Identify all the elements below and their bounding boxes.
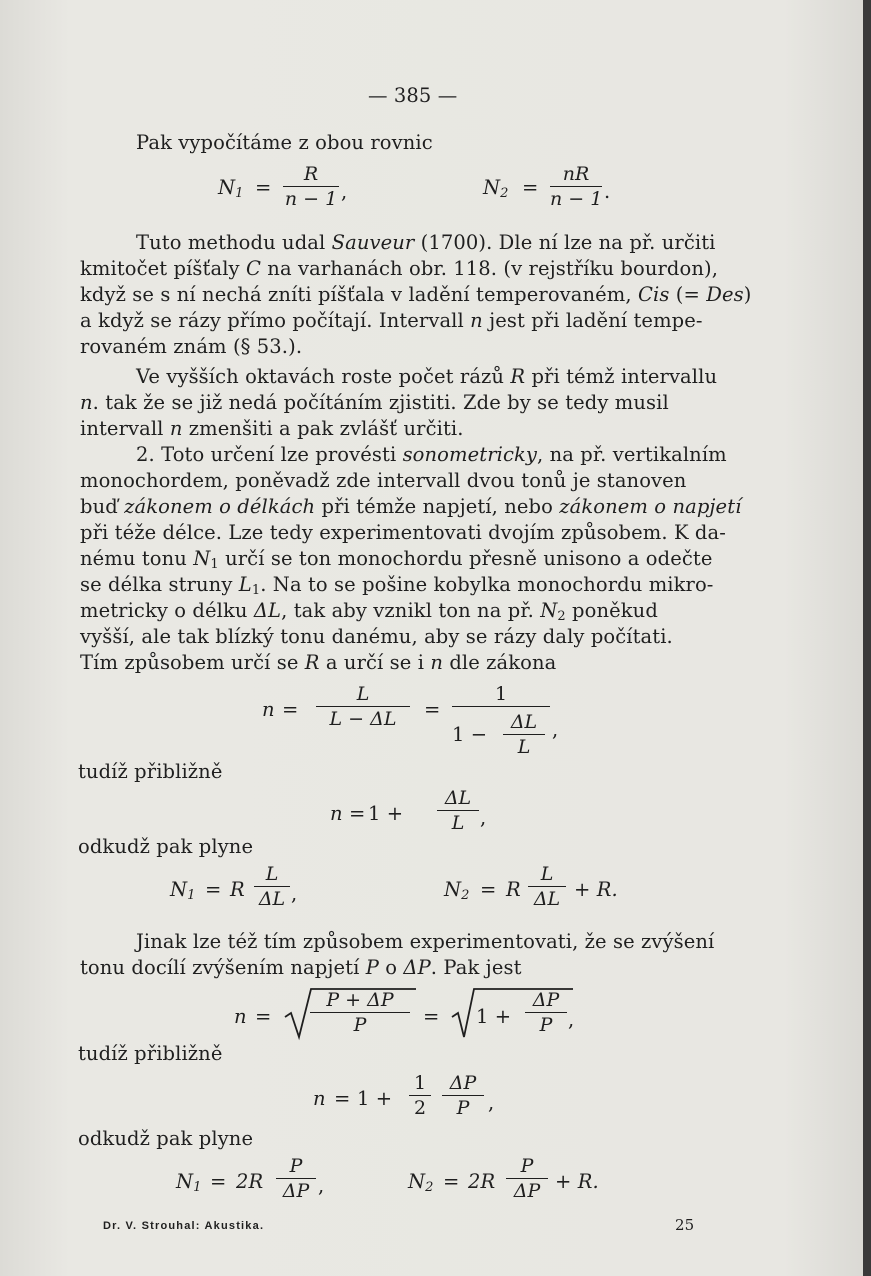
equals-sign: = (423, 1005, 440, 1028)
equation-symbol: $N_1$ (170, 878, 196, 903)
fraction-dp-over-p: ΔP P (525, 989, 567, 1036)
text-line: metricky o délku ΔL, tak aby vznikl ton na př. $N_2$ poněkud (80, 599, 658, 624)
text-line: když se s ní nechá zníti píšťala v ladění temperovaném, Cis (= Des) (80, 283, 752, 306)
comma: , (291, 882, 298, 905)
text-line: buď zákonem o délkách při témže napjetí, nebo zákonem o napjetí (80, 495, 742, 518)
fraction-nr-over-n-minus-1: nR n − 1 (550, 163, 603, 210)
text-line: 2. Toto určení lze provésti sonometricky, na př. vertikalním (136, 443, 727, 466)
text-line: Tuto methodu udal Sauveur (1700). Dle ní lze na př. určiti (136, 231, 716, 254)
equals-sign: = (480, 878, 497, 901)
equation-symbol: $N_1$ (176, 1170, 202, 1195)
text-line: tudíž přibližně (78, 760, 223, 783)
fraction-one-over-one-minus: 1 (452, 683, 550, 730)
comma: , (341, 180, 348, 203)
text-line: Tím způsobem určí se R a určí se i n dle zákona (80, 651, 557, 674)
fraction-dl-over-l: ΔL L (437, 787, 479, 834)
fraction-l-over-l-minus-dl: L L − ΔL (316, 683, 410, 730)
page-edge (863, 0, 871, 1276)
equals-sign: = (522, 176, 539, 199)
text-line: odkudž pak plyne (78, 835, 254, 858)
comma: , (568, 1008, 575, 1031)
equals-sign: = (205, 878, 222, 901)
text-line: rovaném znám (§ 53.). (80, 335, 303, 358)
fraction-dl-over-l: ΔL L (503, 711, 545, 758)
fraction-p-over-dp: P ΔP (506, 1155, 548, 1202)
equation-symbol: $N_2$ (483, 176, 509, 201)
text-line: intervall n zmenšiti a pak zvlášť určiti. (80, 417, 464, 440)
equation-symbol: $N_2$ (444, 878, 470, 903)
one-plus: 1 + (476, 1005, 512, 1028)
equals-sign: = (349, 802, 366, 825)
footer-author: Dr. V. Strouhal: Akustika. (103, 1220, 265, 1232)
equation-symbol: R (230, 878, 245, 901)
text-line: se délka struny $L_1$. Na to se pošine kobylka monochordu mikro- (80, 573, 714, 598)
fraction-l-over-dl: L ΔL (254, 863, 290, 910)
fraction-p-plus-dp-over-p: P + ΔP P (310, 989, 410, 1036)
plus-r: + R. (574, 878, 618, 901)
comma: , (318, 1174, 325, 1197)
equals-sign: = (282, 698, 299, 721)
comma: , (480, 806, 487, 829)
page-number: — 385 — (368, 84, 458, 107)
text-line: a když se rázy přímo počítají. Intervall n jest při ladění tempe- (80, 309, 703, 332)
equation-symbol: $N_1$ (218, 176, 244, 201)
fraction-dp-over-p: ΔP P (442, 1072, 484, 1119)
equation-symbol: $N_2$ (408, 1170, 434, 1195)
equation-symbol: n (313, 1087, 326, 1110)
equals-sign: = (443, 1170, 460, 1193)
fraction-l-over-dl: L ΔL (528, 863, 566, 910)
one-minus: 1 − (452, 723, 488, 746)
equation-symbol: 2R (468, 1170, 496, 1193)
fraction-r-over-n-minus-1: R n − 1 (284, 163, 338, 210)
equals-sign: = (424, 698, 441, 721)
text-line: Ve vyšších oktavách roste počet rázů R při témž intervallu (136, 365, 718, 388)
equation-symbol: n (330, 802, 343, 825)
text-line: Pak vypočítáme z obou rovnic (136, 131, 433, 154)
text-line: tudíž přibližně (78, 1042, 223, 1065)
one-plus: 1 + (357, 1087, 393, 1110)
equals-sign: = (210, 1170, 227, 1193)
footer-signature: 25 (675, 1216, 695, 1234)
equation-symbol: n (234, 1005, 247, 1028)
text-line: vyšší, ale tak blízký tonu danému, aby se rázy daly počítati. (80, 625, 673, 648)
plus-r: + R. (555, 1170, 599, 1193)
equals-sign: = (255, 1005, 272, 1028)
text-line: n. tak že se již nedá počítáním zjistiti. Zde by se tedy musil (80, 391, 669, 414)
text-line: při téže délce. Lze tedy experimentovati dvojím způsobem. K da- (80, 521, 726, 544)
text-line: kmitočet píšťaly C na varhanách obr. 118. (v rejstříku bourdon), (80, 257, 719, 280)
text-line: odkudž pak plyne (78, 1127, 254, 1150)
text-line: tonu docílí zvýšením napjetí P o ΔP. Pak jest (80, 956, 522, 979)
equation-symbol: n (262, 698, 275, 721)
equals-sign: = (255, 176, 272, 199)
equals-sign: = (334, 1087, 351, 1110)
fraction-one-half: 1 2 (409, 1072, 431, 1119)
equation-symbol: 2R (236, 1170, 264, 1193)
text-line: monochordem, poněvadž zde intervall dvou tonů je stanoven (80, 469, 687, 492)
comma: , (552, 718, 559, 741)
period: . (604, 180, 611, 203)
comma: , (488, 1091, 495, 1114)
equation-symbol: R (506, 878, 521, 901)
text-line: Jinak lze též tím způsobem experimentovati, že se zvýšení (136, 930, 715, 953)
one-plus: 1 + (368, 802, 404, 825)
text-line: nému tonu $N_1$ určí se ton monochordu přesně unisono a odečte (80, 547, 713, 572)
fraction-p-over-dp: P ΔP (276, 1155, 316, 1202)
